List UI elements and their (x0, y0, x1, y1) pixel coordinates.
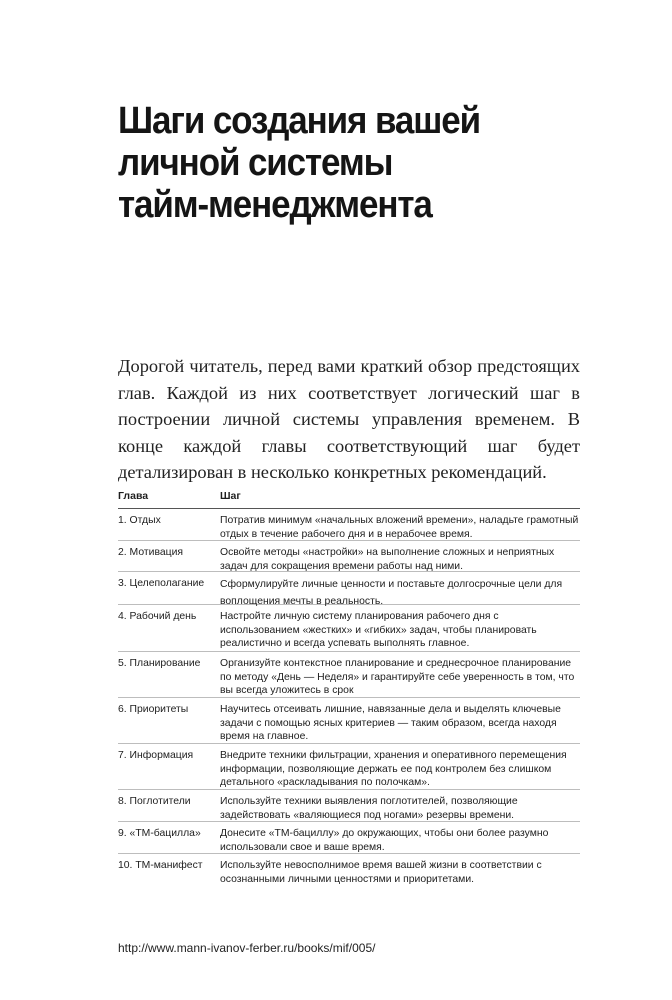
table-row (118, 572, 580, 605)
chapter-cell: 10. ТМ-манифест (118, 860, 203, 871)
page-title (118, 100, 560, 226)
header-step: Шаг (220, 490, 241, 502)
table-row (118, 790, 580, 822)
title-line: тайм-менеджмента (118, 184, 432, 226)
step-cell: Внедрите техники фильтрации, хранения и оперативного перемещения информации, позволяющие держать ее под контролем без слишком детального «раскладывания по полочкам». (220, 750, 567, 788)
title-line: личной системы (118, 142, 393, 184)
chapter-cell: 3. Целеполагание (118, 578, 205, 589)
chapter-cell: 6. Приоритеты (118, 704, 189, 715)
step-cell: Используйте техники выявления поглотителей, позволяющие задействовать «валяющиеся под ногами» резервы времени. (220, 796, 518, 821)
step-cell: Донесите «ТМ-бациллу» до окружающих, чтобы они более разумно использовали свое и ваше время. (220, 828, 549, 853)
table-row (118, 822, 580, 854)
step-cell: Потратив минимум «начальных вложений времени», наладьте грамотный отдых в течение рабочего дня и в нерабочее время. (220, 515, 579, 540)
footer-url[interactable]: http://www.mann-ivanov-ferber.ru/books/mif/005/ (118, 941, 376, 955)
step-cell: Научитесь отсеивать лишние, навязанные дела и выделять ключевые задачи с помощью ясных критериев — таким образом, всегда находя время на главное. (220, 704, 561, 742)
step-cell: Настройте личную систему планирования рабочего дня с использованием «жестких» и «гибких» задач, чтобы планировать реалистично и всегда успевать выполнять главное. (220, 611, 537, 649)
step-cell: Освойте методы «настройки» на выполнение сложных и неприятных задач для сокращения времени работы над ними. (220, 547, 555, 572)
table-header (118, 490, 580, 509)
chapter-cell: 4. Рабочий день (118, 611, 197, 622)
chapter-cell: 5. Планирование (118, 658, 201, 669)
chapter-cell: 8. Поглотители (118, 796, 191, 807)
table-row (118, 509, 580, 541)
intro-paragraph: Дорогой читатель, перед вами краткий обзор предстоящих глав. Каждой из них соответствует логический шаг в построении личной системы управления временем. В конце каждой главы соответствующий шаг будет детализирован в несколько конкретных рекомендаций. (118, 356, 580, 482)
chapter-cell: 9. «ТМ-бацилла» (118, 828, 201, 839)
chapter-cell: 1. Отдых (118, 515, 161, 526)
step-cell: Используйте невосполнимое время вашей жизни в соответствии с осознанными личными ценностями и приоритетами. (220, 860, 542, 885)
table-row (118, 698, 580, 744)
chapter-cell: 2. Мотивация (118, 547, 184, 558)
steps-table (118, 490, 580, 886)
table-row (118, 605, 580, 652)
table-row (118, 541, 580, 572)
step-cell: Организуйте контекстное планирование и среднесрочное планирование по методу «День — Неделя» и гарантируйте себе уверенность в том, что вы всегда уложитесь в срок (220, 658, 575, 696)
step-cell: Сформулируйте личные ценности и поставьте долгосрочные цели для воплощения мечты в реальность. (220, 579, 563, 607)
chapter-cell: 7. Информация (118, 750, 194, 761)
table-row (118, 854, 580, 886)
table-row (118, 744, 580, 790)
header-chapter: Глава (118, 490, 149, 502)
title-line: Шаги создания вашей (118, 100, 480, 142)
table-row (118, 652, 580, 698)
